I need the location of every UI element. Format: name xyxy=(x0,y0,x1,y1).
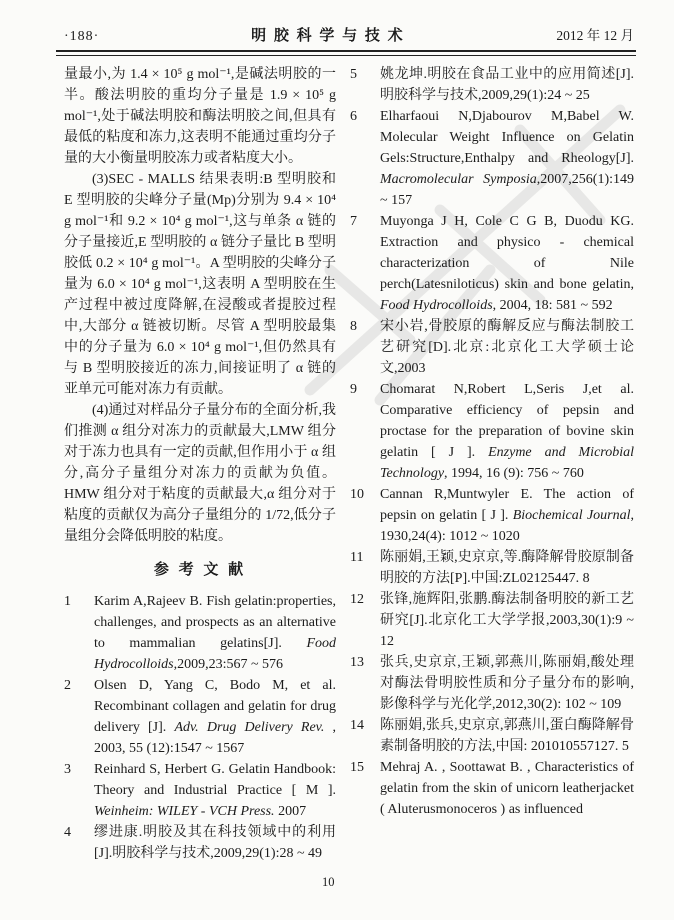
reference-number: 13 xyxy=(350,655,364,670)
reference-item xyxy=(64,822,336,864)
reference-item xyxy=(350,211,634,316)
reference-text: 缪进康.明胶及其在科技领域中的利用[J].明胶科学与技术,2009,29(1):28 ~ 49 xyxy=(94,825,336,861)
reference-number: 14 xyxy=(350,718,364,733)
issue-date: 2012 年 12 月 xyxy=(556,28,634,43)
reference-text: Mehraj A. , Soottawat B. , Characteristics of gelatin from the skin of unicorn leatherjacket ( Aluterusmonoceros ) as influenced xyxy=(380,760,634,817)
reference-number: 11 xyxy=(350,550,364,565)
reference-item xyxy=(64,759,336,822)
reference-item xyxy=(350,64,634,106)
body-paragraph: (3)SEC - MALLS 结果表明:B 型明胶和 E 型明胶的尖峰分子量(Mp)分别为 9.4 × 10⁴ g mol⁻¹和 9.2 × 10⁴ g mol⁻¹,这与单条 α 链的分子量接近,E 型明胶的 α 链分子量比 B 型明胶低 0.2 × 10⁴ g mol⁻¹。A 型明胶的尖峰分子量为 6.0 × 10⁴ g mol⁻¹,这表明 A 型明胶在生产过程中被过度降解,在浸酸或者提胶过程中,大部分 α 链被切断。尽管 A 型明胶最集中的分子量为 6.0 × 10⁴ g mol⁻¹,但仍然具有与 B 型明胶接近的冻力,间接证明了 α 链的亚单元可能对冻力有贡献。 xyxy=(64,172,336,397)
reference-number: 2 xyxy=(64,678,71,693)
article-column-left xyxy=(64,64,336,864)
reference-text: 张兵,史京京,王颖,郭燕川,陈丽娟,酸处理对酶法骨明胶性质和分子量分布的影响,影像科学与光化学,2012,30(2): 102 ~ 109 xyxy=(380,655,634,712)
article-body xyxy=(64,64,634,864)
reference-text: 姚龙坤.明胶在食品工业中的应用简述[J].明胶科学与技术,2009,29(1):24 ~ 25 xyxy=(380,67,634,103)
reference-number: 12 xyxy=(350,592,364,607)
reference-number: 9 xyxy=(350,382,357,397)
body-paragraph: 量最小,为 1.4 × 10⁵ g mol⁻¹,是碱法明胶的一半。酸法明胶的重均分子量是 1.9 × 10⁵ g mol⁻¹,处于碱法明胶和酶法明胶之间,但具有最低的粘度和冻力,这表明不能通过重均分子量的大小衡量明胶冻力或者粘度大小。 xyxy=(64,67,336,166)
reference-number: 3 xyxy=(64,762,71,777)
reference-text: 陈丽娟,王颖,史京京,等.酶降解骨胶原制备明胶的方法[P].中国:ZL02125447. 8 xyxy=(380,550,634,586)
footer-page-number: 10 xyxy=(322,875,335,889)
reference-number: 10 xyxy=(350,487,364,502)
reference-text: Reinhard S, Herbert G. Gelatin Handbook: Theory and Industrial Practice [ M ]. Weinheim: WILEY - VCH Press. 2007 xyxy=(94,762,336,819)
reference-item xyxy=(350,106,634,211)
reference-item xyxy=(350,484,634,547)
reference-number: 4 xyxy=(64,825,71,840)
reference-item xyxy=(350,757,634,820)
reference-number: 1 xyxy=(64,594,71,609)
reference-item xyxy=(64,675,336,759)
reference-item xyxy=(64,591,336,675)
reference-number: 15 xyxy=(350,760,364,775)
reference-text: Chomarat N,Robert L,Seris J,et al. Comparative efficiency of pepsin and proctase for the preparation of bovine skin gelatin [ J ]. Enzyme and Microbial Technology, 1994, 16 (9): 756 ~ 760 xyxy=(380,382,634,481)
journal-title: 明 胶 科 学 与 技 术 xyxy=(251,28,405,44)
reference-text: 张锋,施辉阳,张鹏.酶法制备明胶的新工艺研究[J].北京化工大学学报,2003,30(1):9 ~ 12 xyxy=(380,592,634,649)
reference-text: Karim A,Rajeev B. Fish gelatin:properties, challenges, and prospects as an alternative to mammalian gelatins[J]. Food Hydrocolloids,2009,23:567 ~ 576 xyxy=(94,594,336,672)
article-column-right xyxy=(350,64,634,864)
reference-text: Elharfaoui N,Djabourov M,Babel W. Molecular Weight Influence on Gelatin Gels:Structure,Enthalpy and Rheology[J]. Macromolecular Symposia,2007,256(1):149 ~ 157 xyxy=(380,109,634,208)
reference-item xyxy=(350,547,634,589)
reference-text: 宋小岩,骨胶原的酶解反应与酶法制胶工艺研究[D].北京:北京化工大学硕士论文,2003 xyxy=(380,319,634,376)
header-divider-rule xyxy=(56,50,636,56)
reference-item xyxy=(350,652,634,715)
body-paragraph: (4)通过对样品分子量分布的全面分析,我们推测 α 组分对冻力的贡献最大,LMW 组分对于冻力也具有一定的贡献,但作用小于 α 组分,高分子量组分对冻力的贡献为负值。HMW 组分对于粘度的贡献最大,α 组分对于粘度的贡献仅为高分子量组分的 1/72,低分子量组分会降低明胶的粘度。 xyxy=(64,403,336,544)
reference-text: Muyonga J H, Cole C G B, Duodu KG. Extraction and physico - chemical characterization of Nile perch(Latesniloticus) skin and bone gelatin, Food Hydrocolloids, 2004, 18: 581 ~ 592 xyxy=(380,214,634,313)
reference-text: Olsen D, Yang C, Bodo M, et al. Recombinant collagen and gelatin for drug delivery [J]. Adv. Drug Delivery Rev. , 2003, 55 (12):1547 ~ 1567 xyxy=(94,678,336,756)
reference-number: 7 xyxy=(350,214,357,229)
reference-text: Cannan R,Muntwyler E. The action of pepsin on gelatin [ J ]. Biochemical Journal, 1930,24(4): 1012 ~ 1020 xyxy=(380,487,635,544)
reference-number: 5 xyxy=(350,67,357,82)
reference-text: 陈丽娟,张兵,史京京,郭燕川,蛋白酶降解骨素制备明胶的方法,中国: 201010557127. 5 xyxy=(380,718,634,754)
reference-item xyxy=(350,379,634,484)
reference-list-left xyxy=(64,591,336,864)
reference-number: 6 xyxy=(350,109,357,124)
reference-list-right xyxy=(350,64,634,820)
reference-item xyxy=(350,589,634,652)
reference-number: 8 xyxy=(350,319,357,334)
reference-item xyxy=(350,316,634,379)
reference-item xyxy=(350,715,634,757)
header-page-label: ·188· xyxy=(64,29,100,44)
page-header xyxy=(64,24,634,45)
references-heading: 参 考 文 献 xyxy=(153,562,247,578)
